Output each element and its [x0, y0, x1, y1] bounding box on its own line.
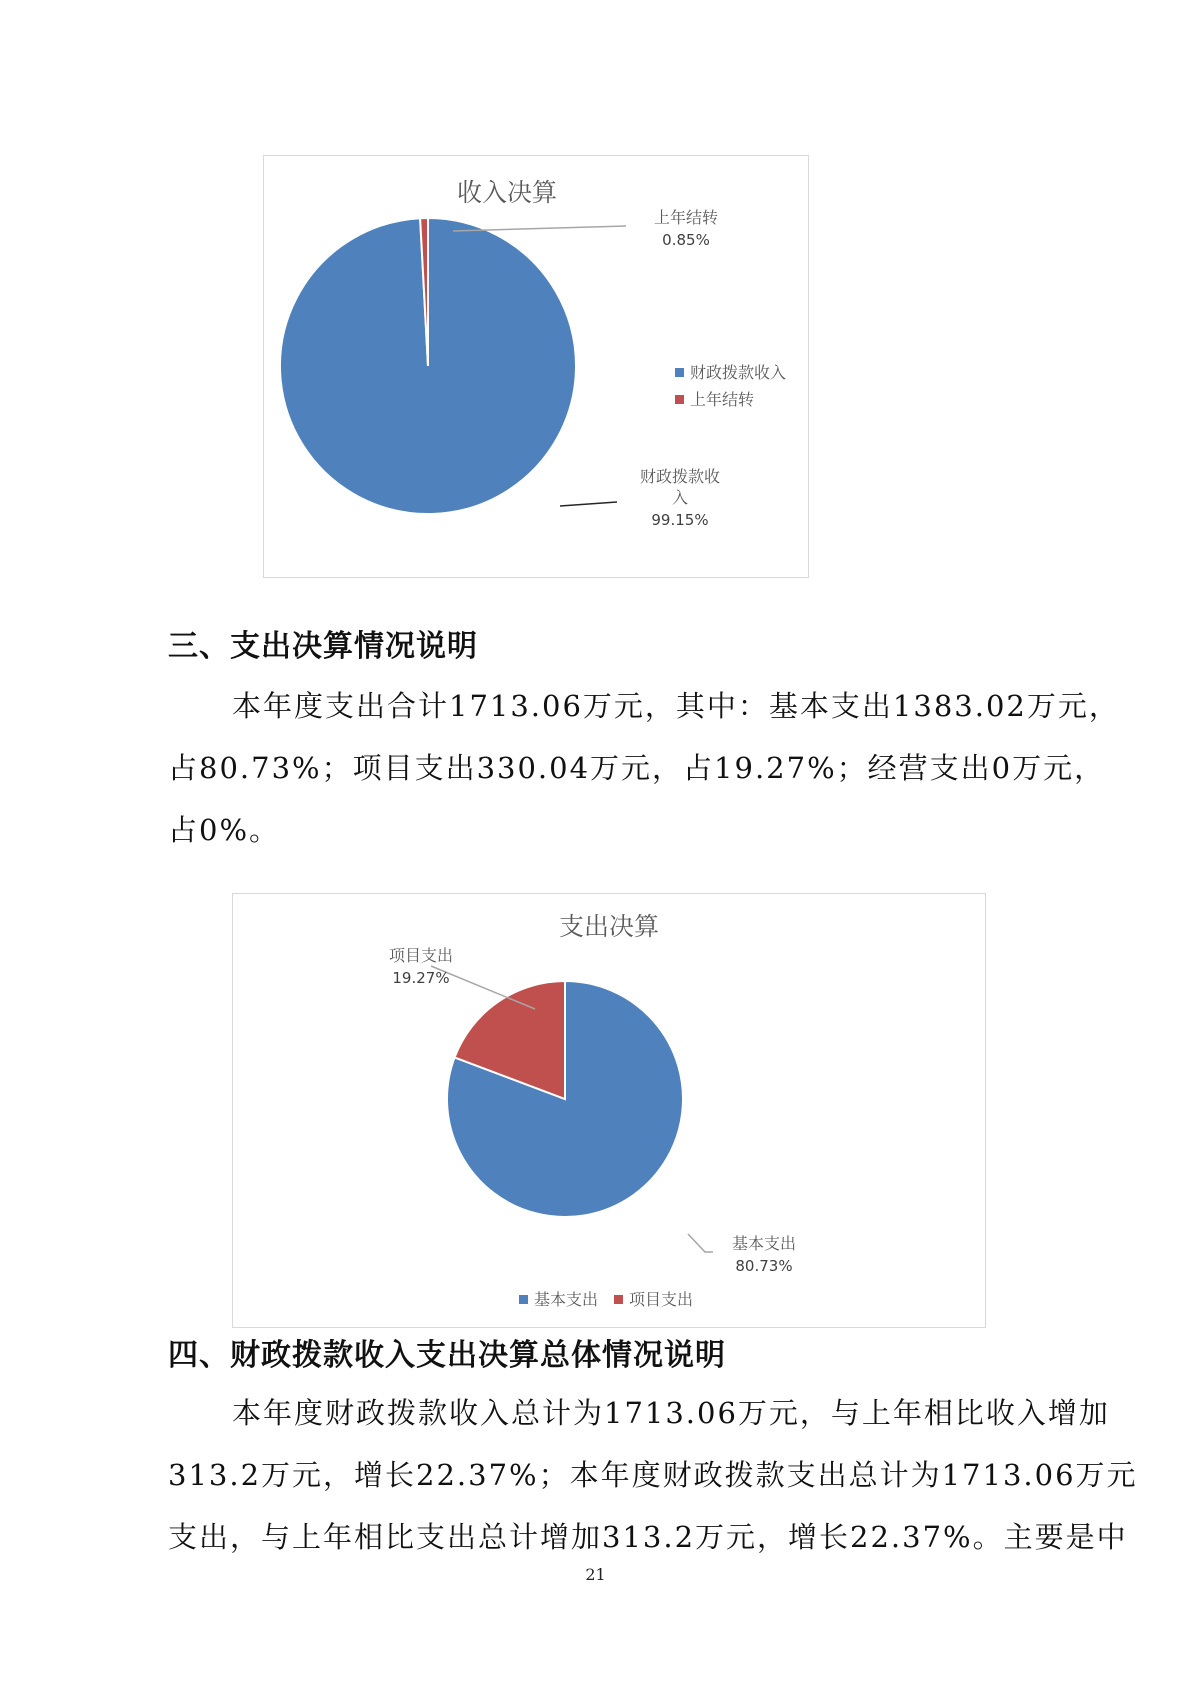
leader-line-basic-expense: [688, 1234, 713, 1252]
section4-line-2: 313.2万元，增长22.37%；本年度财政拨款支出总计为1713.06万元: [168, 1458, 1138, 1492]
slice-pct-project-expense: 19.27%: [392, 969, 450, 987]
legend-label-project-expense: 项目支出: [629, 1290, 694, 1309]
page-number: 21: [585, 1565, 606, 1584]
slice-pct-fiscal-income: 99.15%: [651, 511, 709, 529]
leader-line-fiscal-income: [560, 502, 617, 506]
legend-label-fiscal-income: 财政拨款收入: [690, 363, 787, 382]
legend-label-basic-expense: 基本支出: [534, 1290, 599, 1309]
income-chart-title: 收入决算: [456, 178, 558, 207]
section3-line-1: 本年度支出合计1713.06万元，其中：基本支出1383.02万元，: [232, 689, 1120, 723]
slice-pct-basic-expense: 80.73%: [735, 1257, 793, 1275]
slice-label-basic-expense: 基本支出: [731, 1234, 797, 1253]
income-pie-svg: [264, 156, 808, 577]
slice-label-carryover: 上年结转: [653, 208, 719, 227]
legend-swatch-carryover: [675, 395, 684, 404]
section3-line-3: 占0%。: [168, 813, 281, 847]
section4-heading: 四、财政拨款收入支出决算总体情况说明: [168, 1338, 726, 1373]
legend-swatch-fiscal-income: [675, 368, 684, 377]
section3-heading: 三、支出决算情况说明: [168, 629, 478, 664]
expense-chart-title: 支出决算: [558, 912, 660, 941]
slice-label-fiscal-income-cont: 入: [671, 488, 689, 507]
expense-pie-svg: [233, 894, 985, 1327]
slice-label-project-expense: 项目支出: [388, 946, 454, 965]
income-chart: [263, 155, 809, 578]
section4-line-1: 本年度财政拨款收入总计为1713.06万元，与上年相比收入增加: [232, 1396, 1110, 1430]
legend-label-carryover: 上年结转: [690, 390, 755, 409]
slice-label-fiscal-income: 财政拨款收: [639, 467, 721, 486]
expense-chart: [232, 893, 986, 1328]
section4-line-3: 支出，与上年相比支出总计增加313.2万元，增长22.37%。主要是中: [168, 1520, 1128, 1554]
section3-line-2: 占80.73%；项目支出330.04万元，占19.27%；经营支出0万元，: [168, 751, 1106, 785]
legend-swatch-project-expense: [614, 1295, 623, 1304]
legend-swatch-basic-expense: [519, 1295, 528, 1304]
slice-pct-carryover: 0.85%: [662, 231, 710, 249]
